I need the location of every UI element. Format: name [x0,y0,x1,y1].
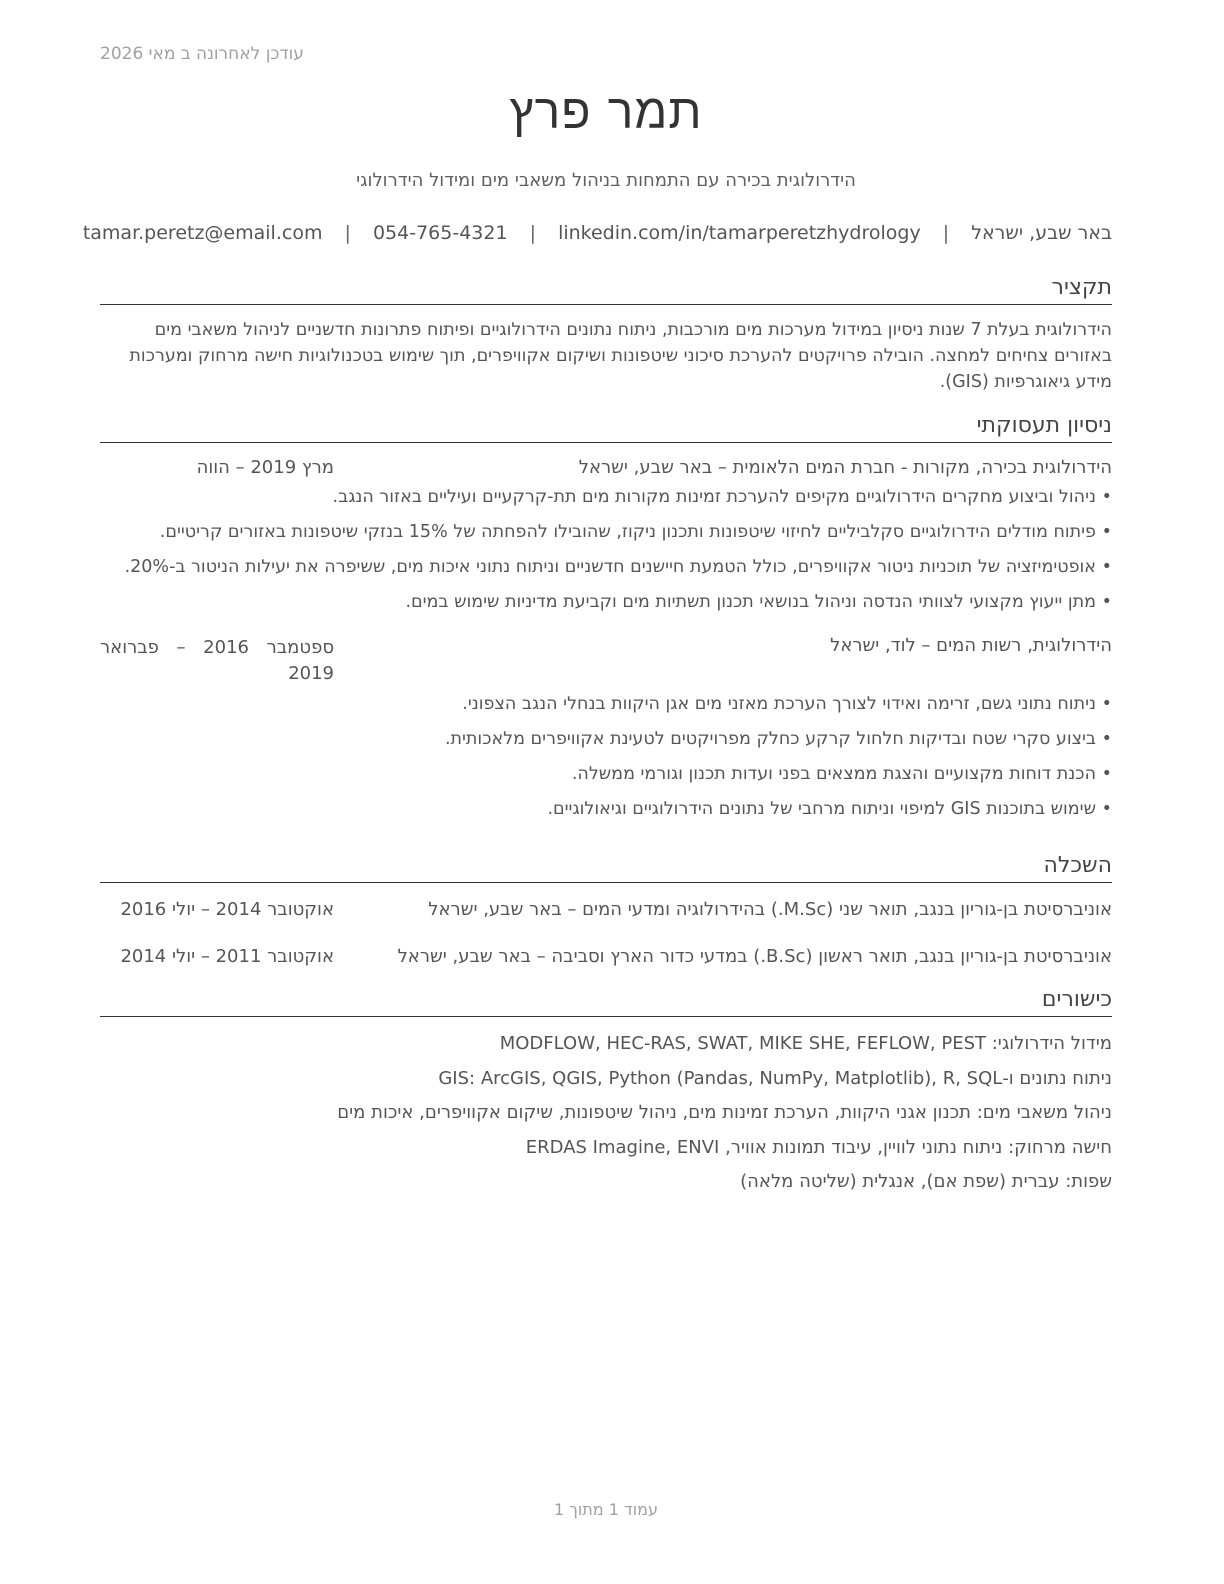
job-bullets [100,693,1112,820]
education-dates: אוקטובר 2011 – יולי 2014 [120,946,334,967]
section-title-summary: תקציר [100,274,1112,305]
job-bullet: • ביצוע סקרי שטח ובדיקות חלחול קרקע כחלק מפרויקטים לטעינת אקוויפרים מלאכותית. [100,728,1112,750]
section-title-education: השכלה [100,852,1112,883]
skills-section [100,986,1112,1206]
education-section [100,852,1112,967]
contact-separator: | [942,222,950,244]
job-title: הידרולוגית בכירה, מקורות - חברת המים הלאומית – באר שבע, ישראל [578,457,1112,478]
skills-list [100,1033,1112,1193]
education-title: אוניברסיטת בן-גוריון בנגב, תואר ראשון (B.Sc.) במדעי כדור הארץ וסביבה – באר שבע, ישראל [397,946,1112,967]
education-entry [100,899,1112,920]
headline: הידרולוגית בכירה עם התמחות בניהול משאבי מים ומידול הידרולוגי [356,170,856,191]
job-dates: מרץ 2019 – הווה [196,457,334,478]
job-entry [100,457,1112,613]
section-title-experience: ניסיון תעסוקתי [100,412,1112,443]
summary-text: הידרולוגית בעלת 7 שנות ניסיון במידול מערכות מים מורכבות, ניתוח נתונים הידרולוגיים ופיתוח פתרונות חדשניים לניהול משאבי מים באזורים צחיחים למחצה. הובילה פרויקטים להערכת סיכוני שיטפונות ושיקום אקוויפרים, תוך שימוש בטכנולוגיות חישה מרחוק ומערכות מידע גיאוגרפיות (GIS). [129,320,1112,392]
page-number: עמוד 1 מתוך 1 [554,1500,658,1519]
contact-email[interactable]: tamar.peretz@email.com [82,222,323,244]
job-bullet: • ניתוח נתוני גשם, זרימה ואידוי לצורך הערכת מאזני מים אגן היקוות בנחלי הנגב הצפוני. [100,693,1112,715]
job-bullet: • הכנת דוחות מקצועיים והצגת ממצאים בפני ועדות תכנון וגורמי ממשלה. [100,763,1112,785]
resume-page [82,0,1112,1584]
contact-linkedin[interactable]: linkedin.com/in/tamarperetzhydrology [558,222,921,244]
skills-line: ניהול משאבי מים: תכנון אגני היקוות, הערכת זמינות מים, ניהול שיטפונות, שיקום אקוויפרים, איכות מים [337,1102,1112,1123]
contact-separator: | [344,222,351,244]
job-title: הידרולוגית, רשות המים – לוד, ישראל [830,635,1112,656]
job-bullet: • אופטימיזציה של תוכניות ניטור אקוויפרים, כולל הטמעת חיישנים חדשניים וניתוח נתוני איכות מים, ששיפרה את יעילות הניטור ב-20%. [100,556,1112,578]
education-entry [100,946,1112,967]
job-bullets [100,486,1112,613]
contact-phone: 054-765-4321 [372,222,508,244]
skills-line: חישה מרחוק: ניתוח נתוני לוויין, עיבוד תמונות אוויר, ERDAS Imagine, ENVI [525,1136,1112,1158]
job-entry [100,635,1112,820]
contact-separator: | [529,222,537,244]
experience-section [100,412,1112,833]
education-dates: אוקטובר 2014 – יולי 2016 [120,899,334,920]
skills-line: שפות: עברית (שפת אם), אנגלית (שליטה מלאה) [740,1171,1112,1192]
last-updated: עודכן לאחרונה ב מאי 2026 [100,44,304,64]
job-bullet: • מתן ייעוץ מקצועי לצוותי הנדסה וניהול בנושאי תכנון תשתיות מים וקביעת מדיניות שימוש במים. [100,591,1112,613]
job-header [100,635,1112,687]
job-header [100,457,1112,478]
education-title: אוניברסיטת בן-גוריון בנגב, תואר שני (M.Sc.) בהידרולוגיה ומדעי המים – באר שבע, ישראל [428,899,1112,920]
summary-section [100,274,1112,395]
skills-line: ניתוח נתונים ו-GIS: ArcGIS, QGIS, Python (Pandas, NumPy, Matplotlib), R, SQL [438,1067,1112,1089]
skills-line: מידול הידרולוגי: MODFLOW, HEC-RAS, SWAT, MIKE SHE, FEFLOW, PEST [499,1033,1112,1054]
contact-location: באר שבע, ישראל [971,222,1112,244]
job-dates: ספטמבר 2016 – פברואר 2019 [100,637,334,684]
candidate-name: תמר פרץ [509,84,703,140]
job-bullet: • שימוש בתוכנות GIS למיפוי וניתוח מרחבי של נתונים הידרולוגיים וגיאולוגיים. [100,798,1112,820]
job-bullet: • ניהול וביצוע מחקרים הידרולוגיים מקיפים להערכת זמינות מקורות מים תת-קרקעיים ועיליים באזור הנגב. [100,486,1112,508]
job-bullet: • פיתוח מודלים הידרולוגיים סקלביליים לחיזוי שיטפונות ותכנון ניקוז, שהובילו להפחתה של 15% בנזקי שיטפונות באזורים קריטיים. [100,521,1112,543]
contact-line [82,222,1112,244]
section-title-skills: כישורים [100,986,1112,1017]
